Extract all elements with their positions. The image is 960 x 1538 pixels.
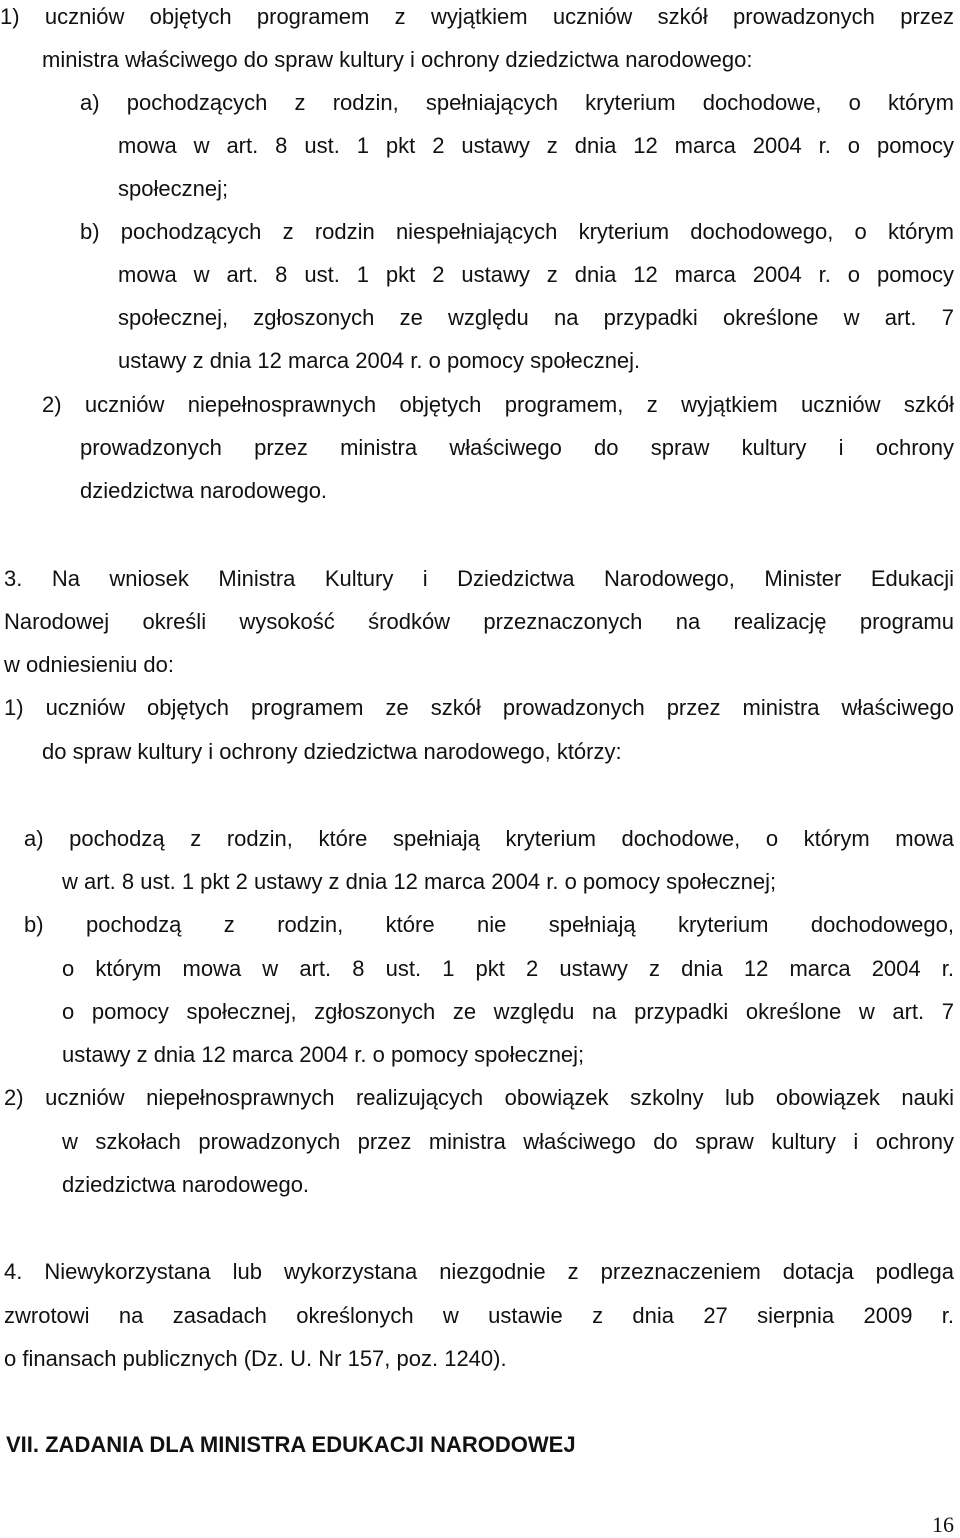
text-line: 3. Na wniosek Ministra Kultury i Dziedzictwa Narodowego, Minister Edukacji	[4, 566, 954, 591]
page-number: 16	[932, 1512, 954, 1537]
text-line: w szkołach prowadzonych przez ministra właściwego do spraw kultury i ochrony	[62, 1129, 954, 1154]
text-line: dziedzictwa narodowego.	[80, 478, 328, 503]
text-line: 4. Niewykorzystana lub wykorzystana niezgodnie z przeznaczeniem dotacja podlega	[4, 1259, 954, 1284]
text-line: b) pochodzą z rodzin, które nie spełniają kryterium dochodowego,	[24, 912, 954, 937]
text-line: ministra właściwego do spraw kultury i ochrony dziedzictwa narodowego:	[42, 47, 753, 72]
text-line: 1) uczniów objętych programem z wyjątkiem uczniów szkół prowadzonych przez	[0, 4, 954, 29]
text-line: mowa w art. 8 ust. 1 pkt 2 ustawy z dnia 12 marca 2004 r. o pomocy	[118, 262, 954, 287]
text-line: w odniesieniu do:	[4, 652, 175, 677]
text-line: 2) uczniów niepełnosprawnych objętych programem, z wyjątkiem uczniów szkół	[42, 392, 954, 417]
text-line: ustawy z dnia 12 marca 2004 r. o pomocy społecznej.	[118, 348, 641, 373]
text-line: a) pochodzą z rodzin, które spełniają kryterium dochodowe, o którym mowa	[24, 826, 954, 851]
text-line: a) pochodzących z rodzin, spełniających kryterium dochodowe, o którym	[80, 90, 954, 115]
text-line: prowadzonych przez ministra właściwego do spraw kultury i ochrony	[80, 435, 954, 460]
text-line: zwrotowi na zasadach określonych w ustawie z dnia 27 sierpnia 2009 r.	[4, 1303, 954, 1328]
text-line: 1) uczniów objętych programem ze szkół prowadzonych przez ministra właściwego	[4, 695, 954, 720]
text-line: ustawy z dnia 12 marca 2004 r. o pomocy społecznej;	[62, 1042, 585, 1067]
text-line: dziedzictwa narodowego.	[62, 1172, 310, 1197]
text-line: w art. 8 ust. 1 pkt 2 ustawy z dnia 12 marca 2004 r. o pomocy społecznej;	[62, 869, 777, 894]
text-line: społecznej, zgłoszonych ze względu na przypadki określone w art. 7	[118, 305, 954, 330]
section-heading: VII. ZADANIA DLA MINISTRA EDUKACJI NARODOWEJ	[6, 1432, 576, 1457]
text-line: do spraw kultury i ochrony dziedzictwa narodowego, którzy:	[42, 739, 622, 764]
text-line: o pomocy społecznej, zgłoszonych ze względu na przypadki określone w art. 7	[62, 999, 954, 1024]
text-line: 2) uczniów niepełnosprawnych realizujących obowiązek szkolny lub obowiązek nauki	[4, 1085, 954, 1110]
text-line: o finansach publicznych (Dz. U. Nr 157, poz. 1240).	[4, 1346, 507, 1371]
text-line: Narodowej określi wysokość środków przeznaczonych na realizację programu	[4, 609, 954, 634]
text-line: b) pochodzących z rodzin niespełniających kryterium dochodowego, o którym	[80, 219, 954, 244]
text-line: o którym mowa w art. 8 ust. 1 pkt 2 ustawy z dnia 12 marca 2004 r.	[62, 956, 954, 981]
text-line: społecznej;	[118, 176, 229, 201]
text-line: mowa w art. 8 ust. 1 pkt 2 ustawy z dnia 12 marca 2004 r. o pomocy	[118, 133, 954, 158]
